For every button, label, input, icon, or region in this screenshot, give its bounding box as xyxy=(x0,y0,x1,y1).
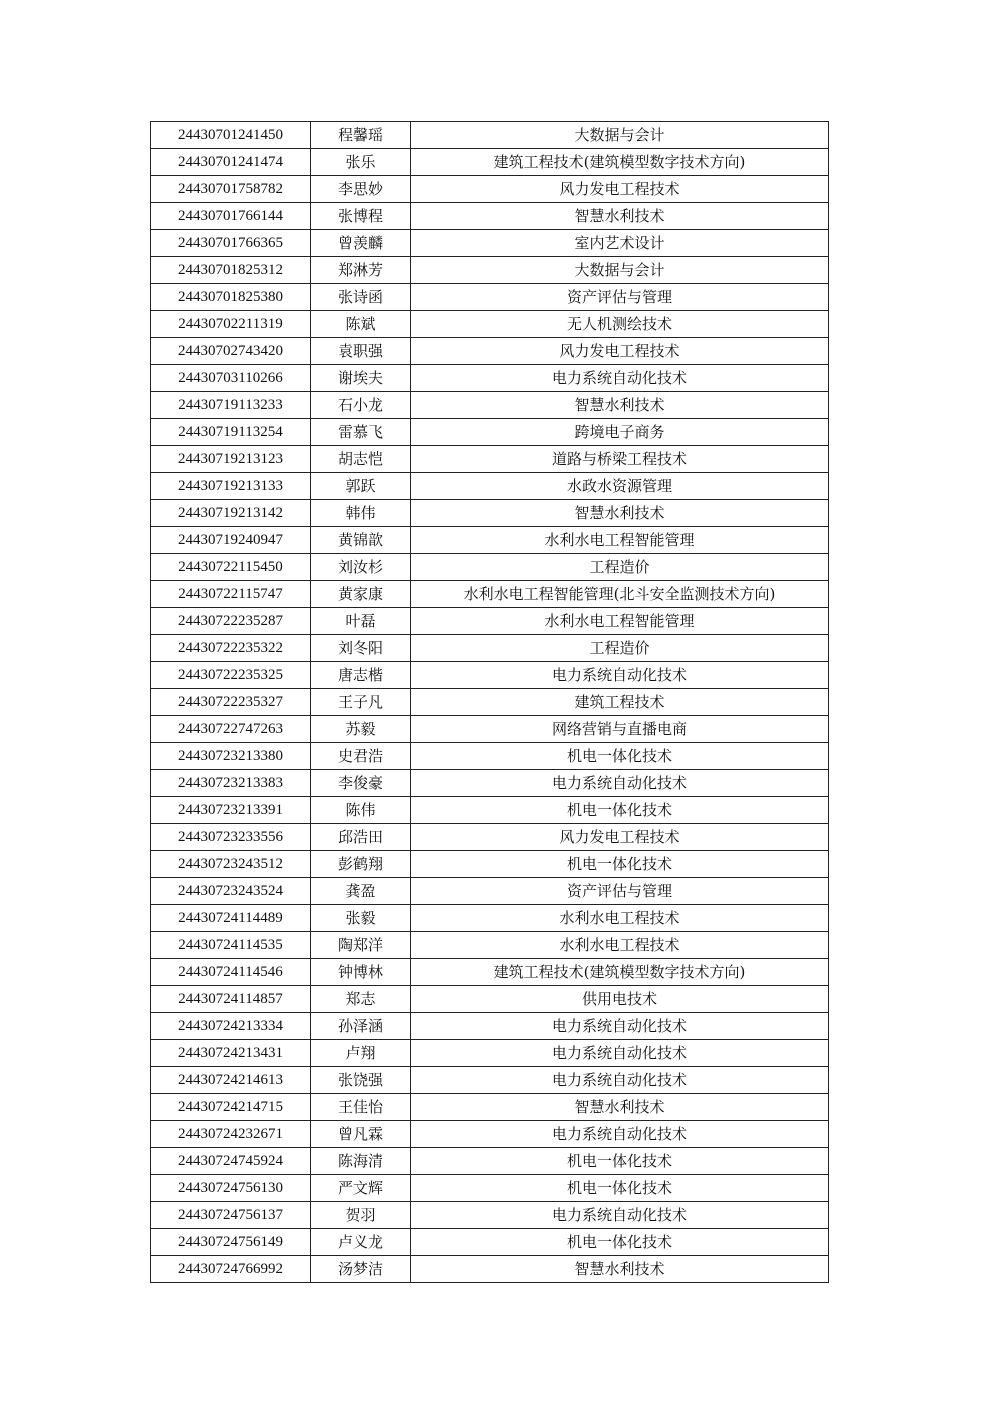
student-id-cell: 24430722747263 xyxy=(151,716,311,743)
student-name-cell: 苏毅 xyxy=(311,716,411,743)
student-name-cell: 陈海清 xyxy=(311,1148,411,1175)
student-name-cell: 龚盈 xyxy=(311,878,411,905)
table-row xyxy=(151,905,829,932)
major-cell: 室内艺术设计 xyxy=(411,230,829,257)
student-id-cell: 24430724756149 xyxy=(151,1229,311,1256)
table-row xyxy=(151,527,829,554)
major-cell: 电力系统自动化技术 xyxy=(411,1067,829,1094)
table-row xyxy=(151,932,829,959)
table-row xyxy=(151,1256,829,1283)
table-row xyxy=(151,473,829,500)
major-cell: 建筑工程技术(建筑模型数字技术方向) xyxy=(411,959,829,986)
table-row xyxy=(151,797,829,824)
student-id-cell: 24430723243524 xyxy=(151,878,311,905)
table-row xyxy=(151,122,829,149)
major-cell: 智慧水利技术 xyxy=(411,203,829,230)
student-name-cell: 张饶强 xyxy=(311,1067,411,1094)
student-name-cell: 胡志恺 xyxy=(311,446,411,473)
student-id-cell: 24430724114535 xyxy=(151,932,311,959)
table-row xyxy=(151,1094,829,1121)
major-cell: 智慧水利技术 xyxy=(411,1094,829,1121)
table-row xyxy=(151,1040,829,1067)
student-id-cell: 24430724114489 xyxy=(151,905,311,932)
student-name-cell: 王佳怡 xyxy=(311,1094,411,1121)
major-cell: 大数据与会计 xyxy=(411,257,829,284)
table-row xyxy=(151,1175,829,1202)
major-cell: 水利水电工程技术 xyxy=(411,932,829,959)
student-id-cell: 24430719213142 xyxy=(151,500,311,527)
major-cell: 智慧水利技术 xyxy=(411,392,829,419)
table-row xyxy=(151,824,829,851)
student-id-cell: 24430701766144 xyxy=(151,203,311,230)
table-row xyxy=(151,662,829,689)
student-id-cell: 24430723213383 xyxy=(151,770,311,797)
major-cell: 电力系统自动化技术 xyxy=(411,662,829,689)
student-name-cell: 陶郑洋 xyxy=(311,932,411,959)
student-id-cell: 24430724114546 xyxy=(151,959,311,986)
table-row xyxy=(151,878,829,905)
table-row xyxy=(151,635,829,662)
major-cell: 电力系统自动化技术 xyxy=(411,365,829,392)
table-row xyxy=(151,365,829,392)
major-cell: 资产评估与管理 xyxy=(411,878,829,905)
table-row xyxy=(151,689,829,716)
major-cell: 水利水电工程智能管理 xyxy=(411,527,829,554)
student-id-cell: 24430702743420 xyxy=(151,338,311,365)
student-id-cell: 24430724213334 xyxy=(151,1013,311,1040)
major-cell: 机电一体化技术 xyxy=(411,743,829,770)
student-name-cell: 黄家康 xyxy=(311,581,411,608)
student-name-cell: 彭鹤翔 xyxy=(311,851,411,878)
student-name-cell: 陈伟 xyxy=(311,797,411,824)
student-id-cell: 24430724766992 xyxy=(151,1256,311,1283)
major-cell: 电力系统自动化技术 xyxy=(411,770,829,797)
major-cell: 道路与桥梁工程技术 xyxy=(411,446,829,473)
table-row xyxy=(151,743,829,770)
student-name-cell: 陈斌 xyxy=(311,311,411,338)
major-cell: 水利水电工程技术 xyxy=(411,905,829,932)
student-name-cell: 卢义龙 xyxy=(311,1229,411,1256)
student-name-cell: 卢翔 xyxy=(311,1040,411,1067)
major-cell: 工程造价 xyxy=(411,635,829,662)
student-id-cell: 24430719113233 xyxy=(151,392,311,419)
major-cell: 机电一体化技术 xyxy=(411,797,829,824)
student-name-cell: 王子凡 xyxy=(311,689,411,716)
student-id-cell: 24430701825380 xyxy=(151,284,311,311)
table-row xyxy=(151,149,829,176)
student-id-cell: 24430701825312 xyxy=(151,257,311,284)
student-id-cell: 24430719213123 xyxy=(151,446,311,473)
table-row xyxy=(151,1148,829,1175)
student-name-cell: 雷慕飞 xyxy=(311,419,411,446)
major-cell: 风力发电工程技术 xyxy=(411,338,829,365)
major-cell: 智慧水利技术 xyxy=(411,500,829,527)
major-cell: 机电一体化技术 xyxy=(411,1229,829,1256)
major-cell: 电力系统自动化技术 xyxy=(411,1202,829,1229)
major-cell: 电力系统自动化技术 xyxy=(411,1121,829,1148)
major-cell: 水利水电工程智能管理(北斗安全监测技术方向) xyxy=(411,581,829,608)
table-row xyxy=(151,1121,829,1148)
student-id-cell: 24430702211319 xyxy=(151,311,311,338)
major-cell: 建筑工程技术 xyxy=(411,689,829,716)
student-name-cell: 刘汝杉 xyxy=(311,554,411,581)
student-name-cell: 史君浩 xyxy=(311,743,411,770)
table-row xyxy=(151,311,829,338)
student-name-cell: 曾凡霖 xyxy=(311,1121,411,1148)
student-id-cell: 24430723243512 xyxy=(151,851,311,878)
student-id-cell: 24430722235327 xyxy=(151,689,311,716)
student-name-cell: 石小龙 xyxy=(311,392,411,419)
major-cell: 资产评估与管理 xyxy=(411,284,829,311)
student-id-cell: 24430722235325 xyxy=(151,662,311,689)
student-id-cell: 24430724745924 xyxy=(151,1148,311,1175)
student-name-cell: 程馨瑶 xyxy=(311,122,411,149)
major-cell: 机电一体化技术 xyxy=(411,1148,829,1175)
major-cell: 水政水资源管理 xyxy=(411,473,829,500)
major-cell: 水利水电工程智能管理 xyxy=(411,608,829,635)
student-id-cell: 24430722235287 xyxy=(151,608,311,635)
table-row xyxy=(151,851,829,878)
table-row xyxy=(151,1067,829,1094)
major-cell: 大数据与会计 xyxy=(411,122,829,149)
major-cell: 风力发电工程技术 xyxy=(411,824,829,851)
student-id-cell: 24430722115747 xyxy=(151,581,311,608)
student-name-cell: 李思妙 xyxy=(311,176,411,203)
student-id-cell: 24430724756137 xyxy=(151,1202,311,1229)
student-id-cell: 24430724114857 xyxy=(151,986,311,1013)
table-row xyxy=(151,959,829,986)
major-cell: 无人机测绘技术 xyxy=(411,311,829,338)
student-id-cell: 24430723213380 xyxy=(151,743,311,770)
table-row xyxy=(151,716,829,743)
student-name-cell: 郑淋芳 xyxy=(311,257,411,284)
major-cell: 跨境电子商务 xyxy=(411,419,829,446)
table-row xyxy=(151,500,829,527)
student-name-cell: 郭跃 xyxy=(311,473,411,500)
student-name-cell: 张乐 xyxy=(311,149,411,176)
table-row xyxy=(151,176,829,203)
student-name-cell: 邱浩田 xyxy=(311,824,411,851)
major-cell: 电力系统自动化技术 xyxy=(411,1040,829,1067)
student-id-cell: 24430701241474 xyxy=(151,149,311,176)
student-id-cell: 24430701766365 xyxy=(151,230,311,257)
student-name-cell: 谢埃夫 xyxy=(311,365,411,392)
roster-table-body xyxy=(151,122,829,1283)
table-row xyxy=(151,419,829,446)
table-row xyxy=(151,230,829,257)
student-id-cell: 24430703110266 xyxy=(151,365,311,392)
major-cell: 风力发电工程技术 xyxy=(411,176,829,203)
student-name-cell: 叶磊 xyxy=(311,608,411,635)
table-row xyxy=(151,608,829,635)
student-name-cell: 张博程 xyxy=(311,203,411,230)
major-cell: 智慧水利技术 xyxy=(411,1256,829,1283)
student-id-cell: 24430719113254 xyxy=(151,419,311,446)
student-name-cell: 袁职强 xyxy=(311,338,411,365)
major-cell: 供用电技术 xyxy=(411,986,829,1013)
student-name-cell: 刘冬阳 xyxy=(311,635,411,662)
table-row xyxy=(151,203,829,230)
table-row xyxy=(151,392,829,419)
major-cell: 电力系统自动化技术 xyxy=(411,1013,829,1040)
major-cell: 机电一体化技术 xyxy=(411,851,829,878)
student-id-cell: 24430723213391 xyxy=(151,797,311,824)
student-name-cell: 郑志 xyxy=(311,986,411,1013)
roster-table xyxy=(150,121,829,1283)
table-row xyxy=(151,581,829,608)
student-name-cell: 贺羽 xyxy=(311,1202,411,1229)
student-id-cell: 24430719240947 xyxy=(151,527,311,554)
student-name-cell: 曾羡麟 xyxy=(311,230,411,257)
table-row xyxy=(151,1229,829,1256)
student-id-cell: 24430701241450 xyxy=(151,122,311,149)
student-id-cell: 24430724756130 xyxy=(151,1175,311,1202)
student-id-cell: 24430701758782 xyxy=(151,176,311,203)
student-id-cell: 24430722235322 xyxy=(151,635,311,662)
student-name-cell: 黄锦歆 xyxy=(311,527,411,554)
major-cell: 工程造价 xyxy=(411,554,829,581)
student-name-cell: 唐志楷 xyxy=(311,662,411,689)
student-name-cell: 钟博林 xyxy=(311,959,411,986)
student-name-cell: 李俊豪 xyxy=(311,770,411,797)
student-name-cell: 张诗函 xyxy=(311,284,411,311)
table-row xyxy=(151,257,829,284)
table-row xyxy=(151,554,829,581)
student-name-cell: 孙泽涵 xyxy=(311,1013,411,1040)
student-id-cell: 24430724214613 xyxy=(151,1067,311,1094)
student-id-cell: 24430724213431 xyxy=(151,1040,311,1067)
table-row xyxy=(151,1013,829,1040)
major-cell: 建筑工程技术(建筑模型数字技术方向) xyxy=(411,149,829,176)
table-row xyxy=(151,284,829,311)
table-row xyxy=(151,446,829,473)
table-row xyxy=(151,986,829,1013)
major-cell: 机电一体化技术 xyxy=(411,1175,829,1202)
student-id-cell: 24430719213133 xyxy=(151,473,311,500)
table-row xyxy=(151,770,829,797)
student-name-cell: 韩伟 xyxy=(311,500,411,527)
student-id-cell: 24430724232671 xyxy=(151,1121,311,1148)
major-cell: 网络营销与直播电商 xyxy=(411,716,829,743)
student-name-cell: 汤梦洁 xyxy=(311,1256,411,1283)
student-name-cell: 张毅 xyxy=(311,905,411,932)
table-row xyxy=(151,338,829,365)
student-name-cell: 严文辉 xyxy=(311,1175,411,1202)
student-id-cell: 24430724214715 xyxy=(151,1094,311,1121)
student-id-cell: 24430722115450 xyxy=(151,554,311,581)
student-id-cell: 24430723233556 xyxy=(151,824,311,851)
table-row xyxy=(151,1202,829,1229)
